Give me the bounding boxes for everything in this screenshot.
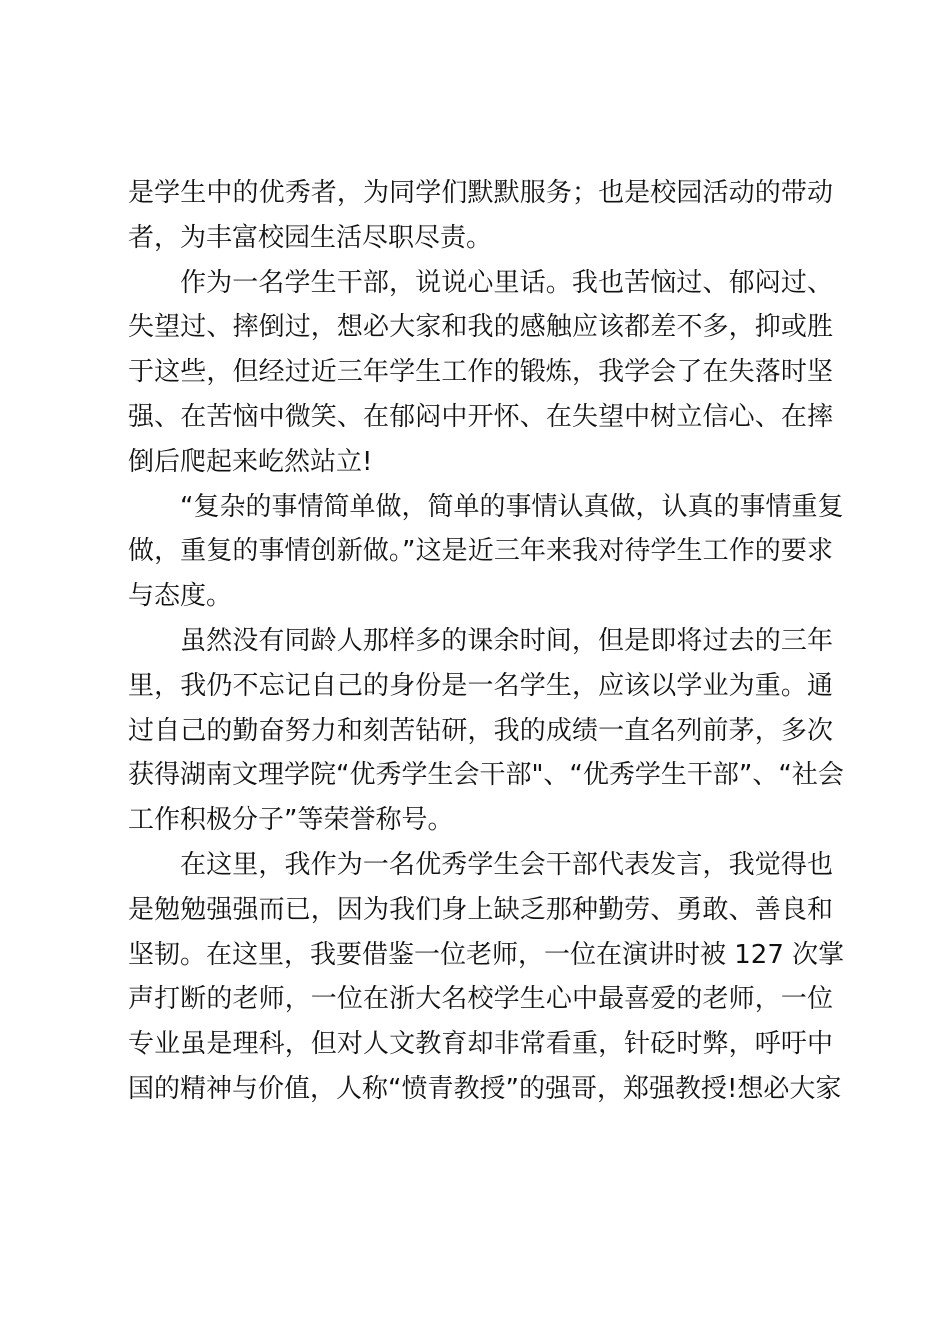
text-line-2: 者，为丰富校园生活尽职尽责。 (128, 222, 493, 253)
paragraph-5-line-3: 坚韧。在这里，我要借鉴一位老师，一位在演讲时被 127 次掌 (128, 939, 845, 970)
paragraph-5-line-6: 国的精神与价值，人称“愤青教授”的强哥，郑强教授!想必大家 (128, 1073, 842, 1104)
paragraph-5-line-4: 声打断的老师，一位在浙大名校学生心中最喜爱的老师，一位 (128, 984, 833, 1015)
paragraph-4-line-4: 获得湖南文理学院“优秀学生会干部"、“优秀学生干部”、“社会 (128, 760, 844, 791)
paragraph-3-line-2: 做，重复的事情创新做。”这是近三年来我对待学生工作的要求 (128, 536, 833, 567)
paragraph-4-line-3: 过自己的勤奋努力和刻苦钻研，我的成绩一直名列前茅，多次 (128, 715, 833, 746)
paragraph-3-line-1: “复杂的事情简单做，简单的事情认真做，认真的事情重复 (180, 491, 844, 522)
text-line-1: 是学生中的优秀者，为同学们默默服务；也是校园活动的带动 (128, 178, 833, 208)
paragraph-4-line-2: 里，我仍不忘记自己的身份是一名学生，应该以学业为重。通 (128, 670, 833, 701)
document-body (128, 171, 845, 1112)
paragraph-2-line-4: 强、在苦恼中微笑、在郁闷中开怀、在失望中树立信心、在摔 (128, 401, 833, 432)
paragraph-3-line-3: 与态度。 (128, 581, 233, 612)
paragraph-2-line-5: 倒后爬起来屹然站立! (128, 446, 373, 477)
paragraph-4-line-1: 虽然没有同龄人那样多的课余时间，但是即将过去的三年 (180, 625, 833, 656)
paragraph-2-line-3: 于这些，但经过近三年学生工作的锻炼，我学会了在失落时坚 (128, 357, 833, 388)
paragraph-4-line-5: 工作积极分子”等荣誉称号。 (128, 805, 454, 836)
paragraph-2-line-1: 作为一名学生干部，说说心里话。我也苦恼过、郁闷过、 (180, 267, 833, 298)
paragraph-5-line-5: 专业虽是理科，但对人文教育却非常看重，针砭时弊，呼吁中 (128, 1029, 833, 1060)
paragraph-5-line-1: 在这里，我作为一名优秀学生会干部代表发言，我觉得也 (180, 849, 833, 880)
paragraph-2-line-2: 失望过、摔倒过，想必大家和我的感触应该都差不多，抑或胜 (128, 312, 833, 343)
paragraph-5-line-2: 是勉勉强强而已，因为我们身上缺乏那种勤劳、勇敢、善良和 (128, 894, 833, 925)
